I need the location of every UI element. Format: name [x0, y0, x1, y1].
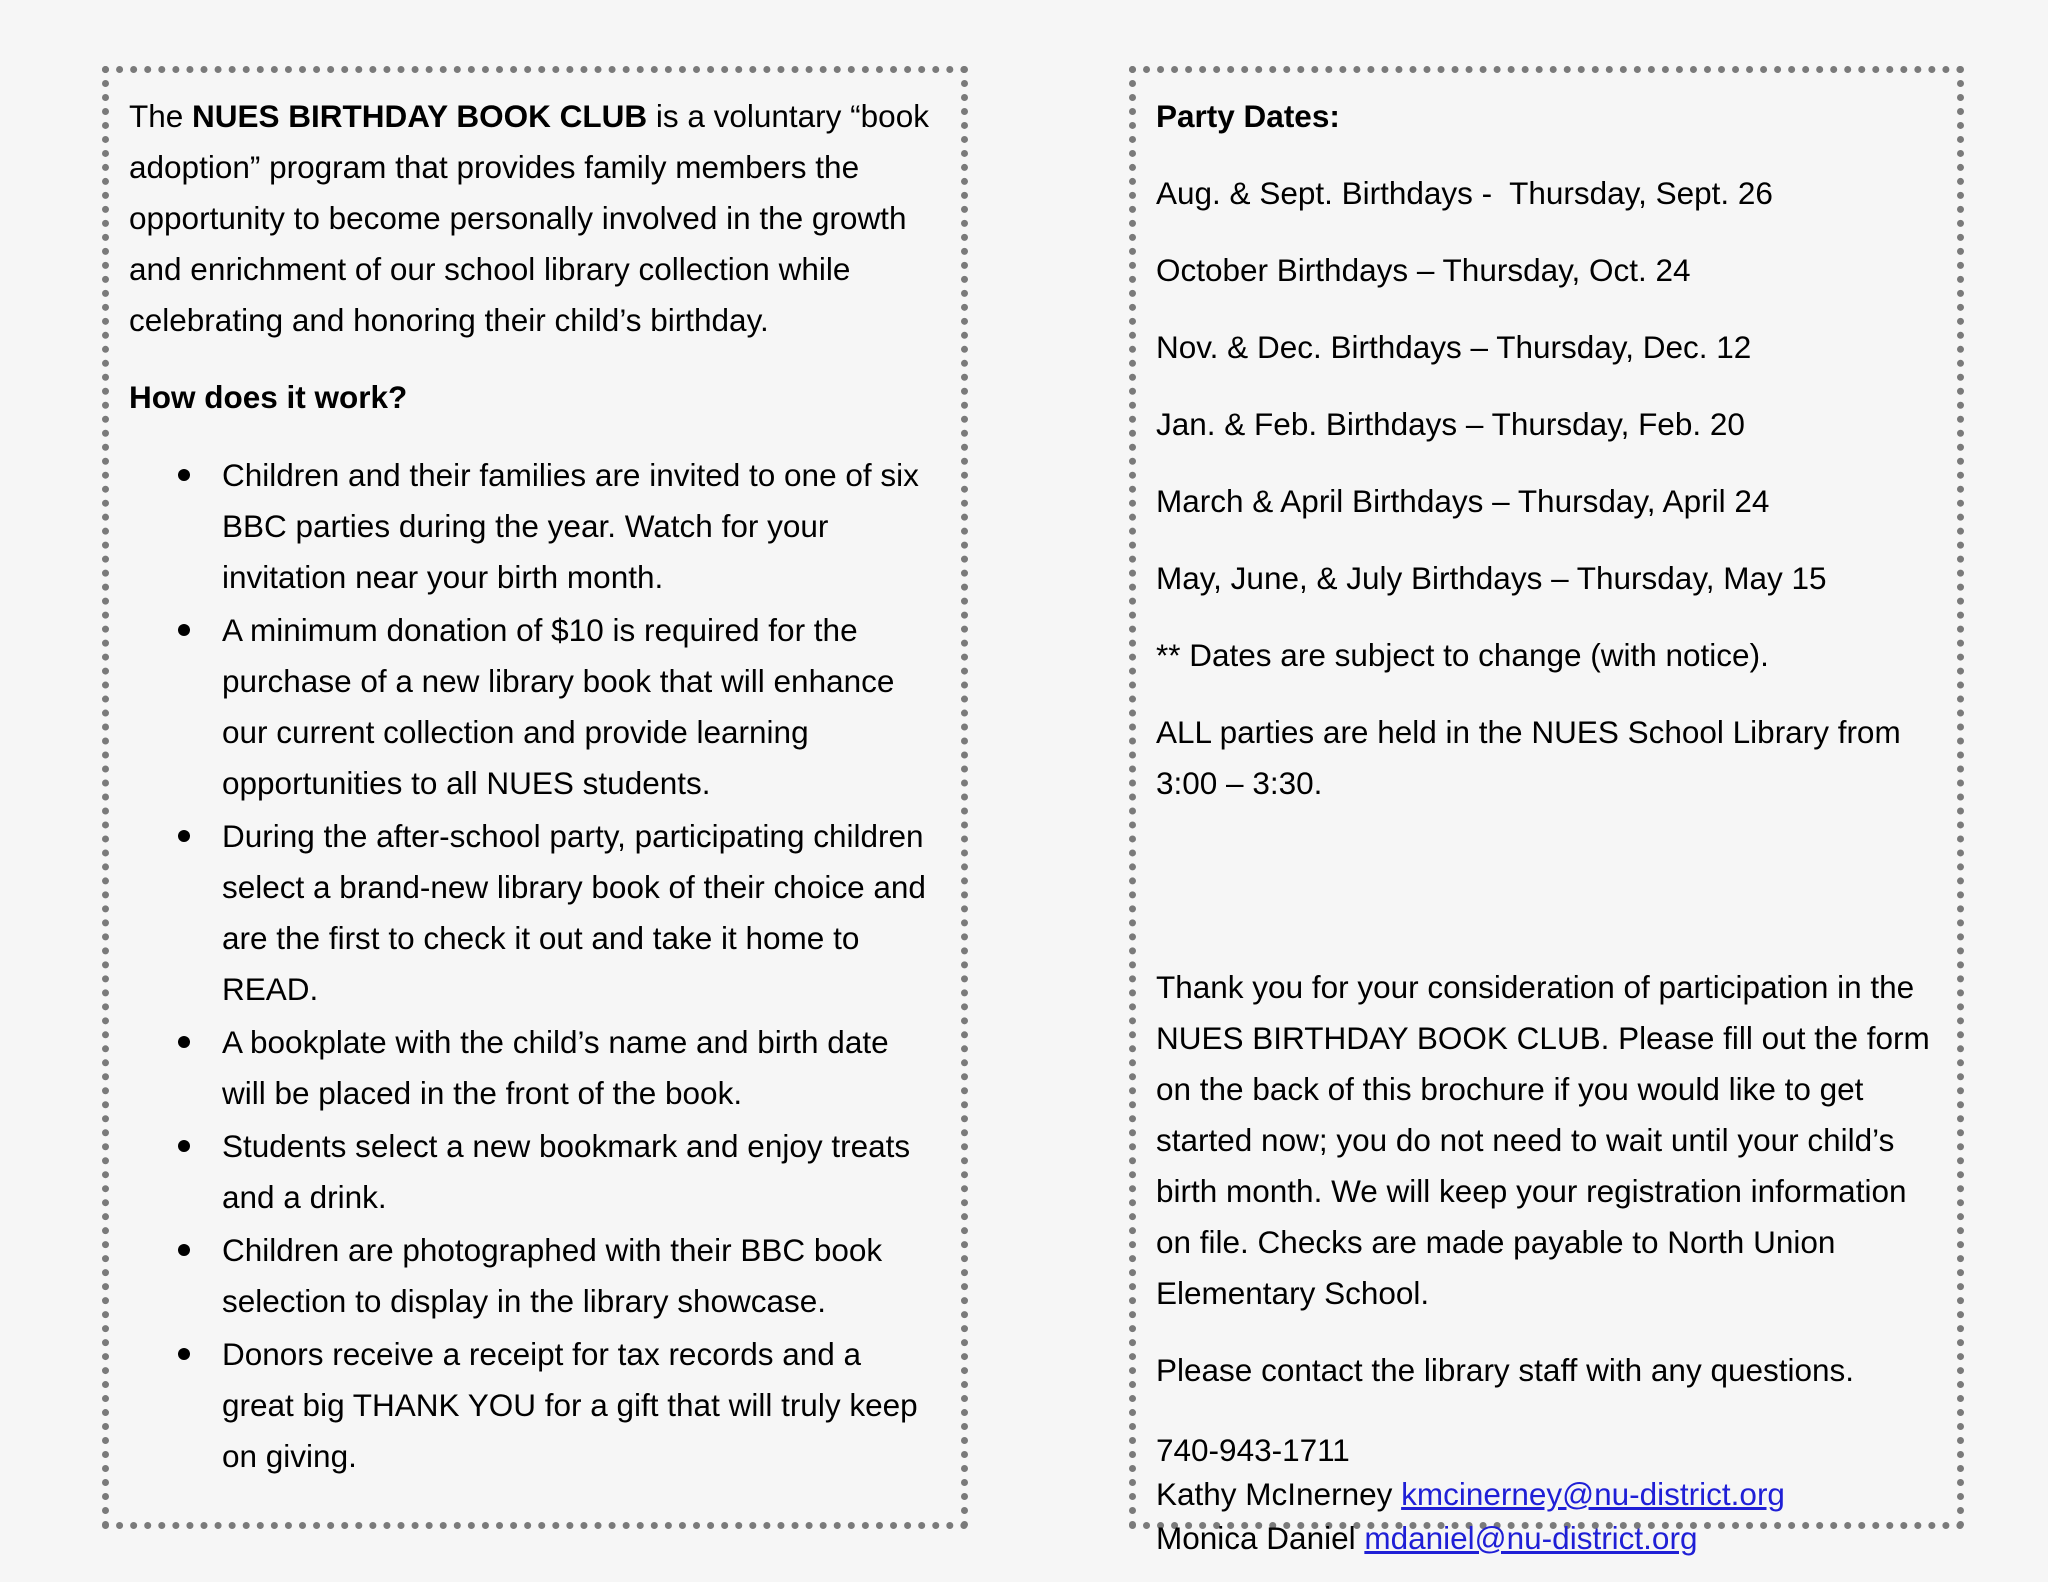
contact-kathy — [1156, 1472, 1935, 1516]
bullet-icon — [178, 1140, 190, 1152]
bullet-icon — [178, 1348, 190, 1360]
list-item — [129, 450, 939, 603]
bullet-icon — [178, 1244, 190, 1256]
bullet-icon — [178, 624, 190, 636]
left-panel — [102, 66, 968, 1529]
contact-name: Monica Daniel — [1156, 1520, 1365, 1556]
party-date: Aug. & Sept. Birthdays - Thursday, Sept. 26 — [1156, 175, 1773, 211]
contact-question: Please contact the library staff with any questions. — [1156, 1352, 1855, 1388]
list-item-text: Donors receive a receipt for tax records and a great big THANK YOU for a gift that will truly keep on giving. — [222, 1336, 918, 1474]
list-item — [129, 1017, 939, 1119]
party-date: May, June, & July Birthdays – Thursday, May 15 — [1156, 560, 1827, 596]
thank-you-paragraph: Thank you for your consideration of participation in the NUES BIRTHDAY BOOK CLUB. Please fill out the form on the back of this brochure if you would like to get started now; you do not need to wait until your child’s birth month. We will keep your registration information on file. Checks are made payable to North Union Elementary School. — [1156, 969, 1930, 1311]
party-date: October Birthdays – Thursday, Oct. 24 — [1156, 252, 1691, 288]
right-panel — [1129, 66, 1964, 1556]
list-item-text: Children and their families are invited to one of six BBC parties during the year. Watch for your invitation near your birth month. — [222, 457, 919, 595]
bullet-icon — [178, 469, 190, 481]
list-item — [129, 1121, 939, 1223]
intro-prefix: The — [129, 98, 193, 134]
list-item-text: A bookplate with the child’s name and birth date will be placed in the front of the book. — [222, 1024, 889, 1111]
how-it-works-list — [129, 450, 939, 1482]
club-name: NUES BIRTHDAY BOOK CLUB — [192, 98, 648, 134]
list-item — [129, 811, 939, 1015]
list-item-text: Children are photographed with their BBC book selection to display in the library showcase. — [222, 1232, 883, 1319]
list-item — [129, 1225, 939, 1327]
bullet-icon — [178, 830, 190, 842]
phone-number: 740-943-1711 — [1156, 1432, 1350, 1468]
intro-paragraph — [129, 91, 939, 346]
party-date: Jan. & Feb. Birthdays – Thursday, Feb. 20 — [1156, 406, 1745, 442]
list-item-text: During the after-school party, participating children select a brand-new library book of their choice and are the first to check it out and take it home to READ. — [222, 818, 926, 1007]
party-date: March & April Birthdays – Thursday, April 24 — [1156, 483, 1770, 519]
intro-suffix: is a voluntary “book adoption” program that provides family members the opportunity to become personally involved in the growth and enrichment of our school library collection while celebrating and honoring their child’s birthday. — [129, 98, 929, 338]
party-dates-heading: Party Dates: — [1156, 98, 1340, 134]
party-date: Nov. & Dec. Birthdays – Thursday, Dec. 12 — [1156, 329, 1752, 365]
email-link-kathy[interactable]: kmcinerney@nu-district.org — [1401, 1476, 1785, 1512]
list-item — [129, 1329, 939, 1482]
contact-name: Kathy McInerney — [1156, 1476, 1402, 1512]
email-link-monica[interactable]: mdaniel@nu-district.org — [1364, 1520, 1698, 1556]
bullet-icon — [178, 1036, 190, 1048]
contact-monica — [1156, 1516, 1935, 1560]
list-item-text: Students select a new bookmark and enjoy treats and a drink. — [222, 1128, 911, 1215]
dates-notice: ** Dates are subject to change (with notice). — [1156, 637, 1769, 673]
how-it-works-heading: How does it work? — [129, 379, 408, 415]
library-time-info: ALL parties are held in the NUES School Library from 3:00 – 3:30. — [1156, 714, 1901, 801]
list-item-text: A minimum donation of $10 is required for the purchase of a new library book that will enhance our current collection and provide learning opportunities to all NUES students. — [222, 612, 895, 801]
list-item — [129, 605, 939, 809]
